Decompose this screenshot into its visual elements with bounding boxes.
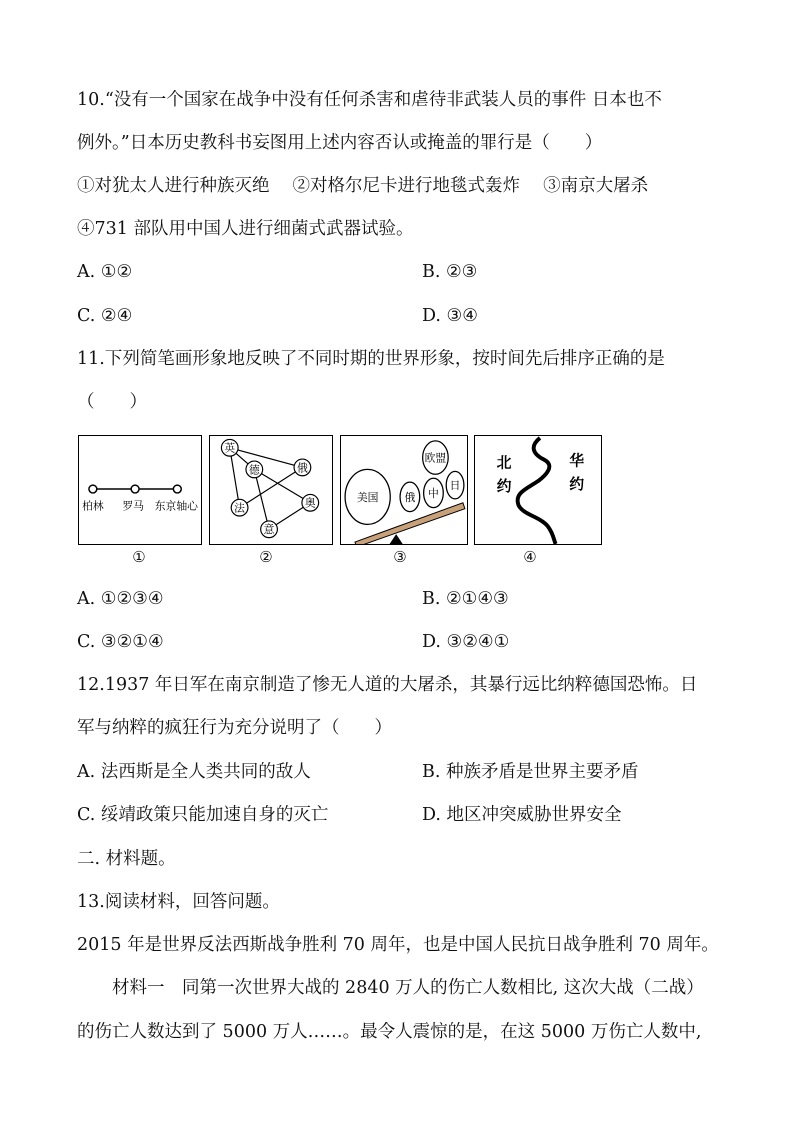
q11-option-b[interactable]: B. ②①④③ [422,589,509,609]
axis-node-berlin [89,485,97,493]
figure-1-caption: ① [132,548,146,566]
bubble-label-japan: 日 [449,479,461,493]
bubble-label-usa: 美国 [356,490,379,504]
node-label-britain: 英 [224,441,236,455]
q13-material-line2: 的伤亡人数达到了 5000 万人……。最令人震惊的是，在这 5000 万伤亡人数中, [77,1022,702,1042]
bubble-label-eu: 欧盟 [424,451,447,465]
q12-option-c[interactable]: C. 绥靖政策只能加速自身的灭亡 [77,805,329,825]
nato-char-2: 约 [496,477,512,495]
figure-4-cold-war [474,435,602,545]
q12-option-d[interactable]: D. 地区冲突威胁世界安全 [422,805,622,825]
node-label-austria: 奥 [304,496,316,510]
axis-label-rome: 罗马 [122,499,144,513]
figure-3-caption: ③ [393,548,407,566]
q11-figures [78,435,602,547]
node-label-germany: 德 [248,463,260,477]
nato-char-1: 北 [496,454,512,472]
figure-2-alliances [209,435,333,545]
seesaw-fulcrum [388,534,404,544]
q11-stem-line2: （ ） [77,392,147,412]
figure-2-caption: ② [259,548,273,566]
q13-material-line1: 材料一 同第一次世界大战的 2840 万人的伤亡人数相比, 这次大战（二战） [112,978,704,998]
section-heading: 二. 材料题。 [77,849,176,869]
q10-option-c[interactable]: C. ②④ [77,306,133,326]
figure-3-multipolar [340,435,468,545]
q13-intro: 2015 年是世界反法西斯战争胜利 70 周年，也是中国人民抗日战争胜利 70 周年。 [77,935,719,955]
q10-option-a[interactable]: A. ①② [77,262,133,282]
node-label-france: 法 [234,501,245,515]
warsaw-char-1: 华 [569,452,585,470]
figure-4-caption: ④ [523,548,537,566]
q10-items-line1: ①对犹太人进行种族灭绝 ②对格尔尼卡进行地毯式轰炸 ③南京大屠杀 [77,176,649,196]
q10-option-b[interactable]: B. ②③ [422,262,478,282]
q11-option-a[interactable]: A. ①②③④ [77,589,164,609]
q11-stem-line1: 11.下列简笔画形象地反映了不同时期的世界形象，按时间先后排序正确的是 [77,349,665,369]
warsaw-char-2: 约 [569,476,585,494]
q12-stem-line1: 12.1937 年日军在南京制造了惨无人道的大屠杀，其暴行远比纳粹德国恐怖。日 [77,675,698,695]
axis-node-tokyo [173,485,181,493]
border-river [518,438,556,544]
bubble-label-china: 中 [428,486,439,500]
axis-node-rome [131,485,139,493]
axis-label-berlin: 柏林 [82,499,104,513]
q11-option-c[interactable]: C. ③②①④ [77,632,164,652]
q10-items-line2: ④731 部队用中国人进行细菌式武器试验。 [77,219,414,239]
q10-stem-line1: 10.“没有一个国家在战争中没有任何杀害和虐待非武装人员的事件 日本也不 [77,90,662,110]
figure-1-axis [78,435,202,545]
q12-option-b[interactable]: B. 种族矛盾是世界主要矛盾 [422,762,639,782]
axis-label-tokyo: 东京轴心 [154,499,198,513]
node-label-russia: 俄 [297,461,308,475]
q10-option-d[interactable]: D. ③④ [422,306,478,326]
node-label-italy: 意 [263,523,275,537]
q12-stem-line2: 军与纳粹的疯狂行为充分说明了（ ） [77,718,392,738]
q11-option-d[interactable]: D. ③②④① [422,632,510,652]
q10-stem-line2: 例外。”日本历史教科书妄图用上述内容否认或掩盖的罪行是（ ） [77,133,603,153]
q13-stem: 13.阅读材料，回答问题。 [77,892,280,912]
q12-option-a[interactable]: A. 法西斯是全人类共同的敌人 [77,762,311,782]
bubble-label-russia: 俄 [404,490,416,504]
